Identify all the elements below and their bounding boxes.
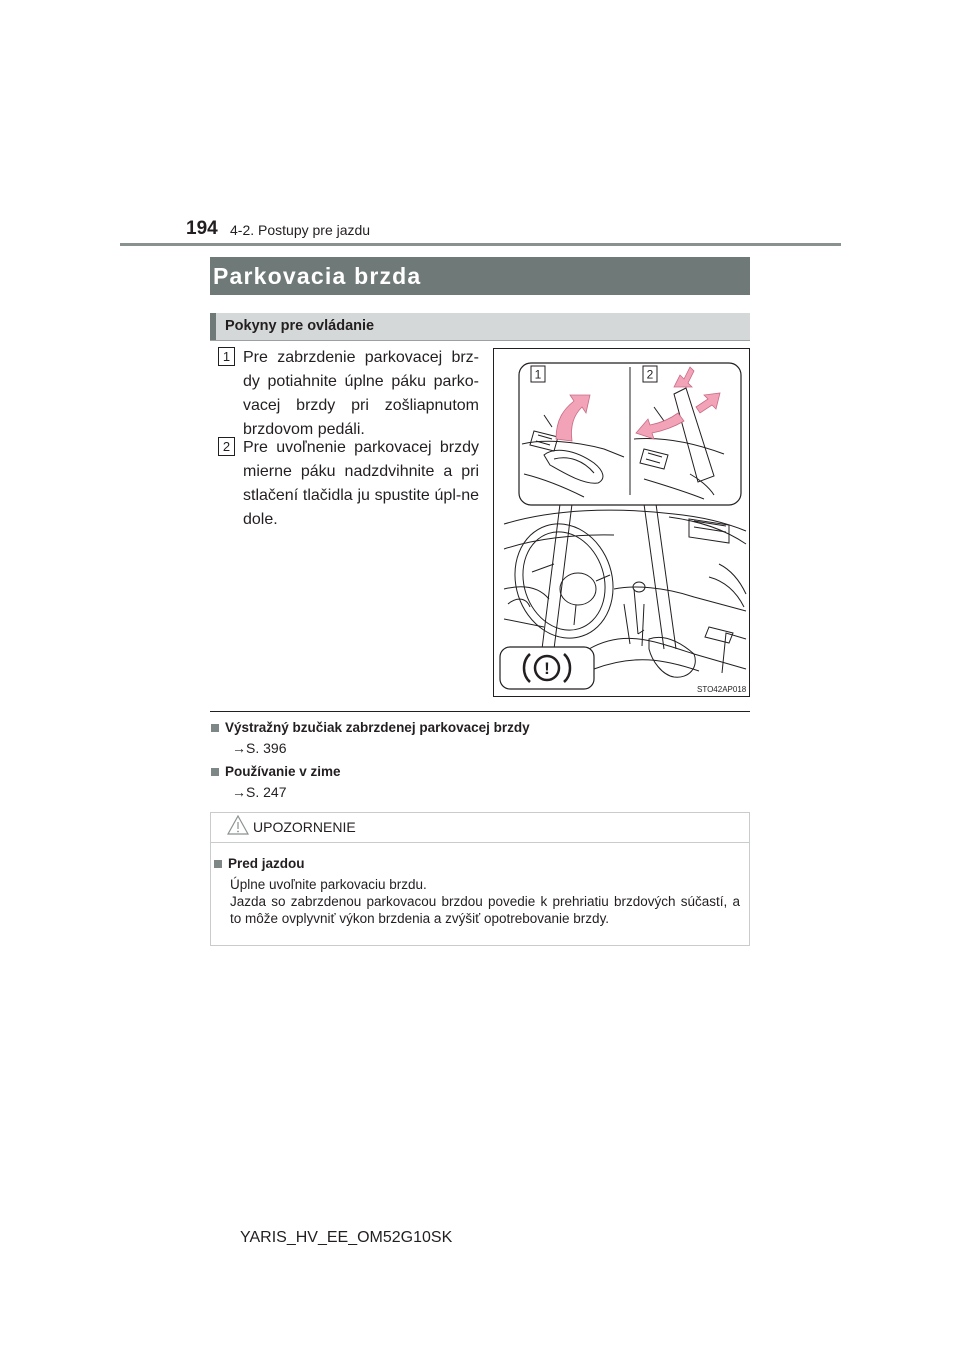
caution-body xyxy=(230,876,740,927)
parking-brake-illustration xyxy=(493,348,750,697)
page-number: 194 xyxy=(186,218,218,239)
subsection-divider xyxy=(210,340,750,341)
figure-code: STO42AP018 xyxy=(697,685,747,694)
caution-line-1: Úplne uvoľnite parkovaciu brzdu. xyxy=(230,877,427,892)
callout-2: 2 xyxy=(646,367,654,382)
note-title-2: Používanie v zime xyxy=(225,764,341,779)
step-badge-2: 2 xyxy=(218,437,235,456)
subsection-accent xyxy=(210,313,216,340)
note-ref-1: →S. 396 xyxy=(232,740,287,756)
illustration-svg xyxy=(494,349,749,696)
note-title-1: Výstražný bzučiak zabrzdenej parkovacej brzdy xyxy=(225,720,530,735)
step-text-2: Pre uvoľnenie parkovacej brzdy mierne páku nadzdvihnite a pri stlačení tlačidla ju spustite úpl-ne dole. xyxy=(243,439,479,528)
note-ref-2: →S. 247 xyxy=(232,784,287,800)
caution-label: UPOZORNENIE xyxy=(253,819,356,835)
header-divider xyxy=(120,243,841,246)
section-title: Parkovacia brzda xyxy=(213,263,422,289)
caution-line-2: Jazda so zabrzdenou parkovacou brzdou povedie k prehriatiu brzdových súčastí, a to môže ovplyvniť výkon brzdenia a zvýšiť opotrebovanie brzdy. xyxy=(230,894,740,926)
step-text-1: Pre zabrzdenie parkovacej brz-dy potiahnite úplne páku parko-vacej brzdy pri zošliapnutom brzdovom pedáli. xyxy=(243,349,479,438)
caution-bullet xyxy=(214,860,222,868)
document-code: YARIS_HV_EE_OM52G10SK xyxy=(240,1229,453,1246)
brake-warning-symbol: ! xyxy=(544,659,550,678)
callout-pointer-lines xyxy=(542,504,676,649)
caution-title: Pred jazdou xyxy=(228,856,305,871)
note-bullet-2 xyxy=(211,768,219,776)
callout-1: 1 xyxy=(534,367,542,382)
caution-divider xyxy=(211,842,749,843)
note-bullet-1 xyxy=(211,724,219,732)
chapter-title: 4-2. Postupy pre jazdu xyxy=(230,222,371,238)
content-divider xyxy=(210,711,750,712)
step-badge-1: 1 xyxy=(218,347,235,366)
subsection-title: Pokyny pre ovládanie xyxy=(225,318,375,334)
caution-triangle-icon xyxy=(227,815,249,835)
